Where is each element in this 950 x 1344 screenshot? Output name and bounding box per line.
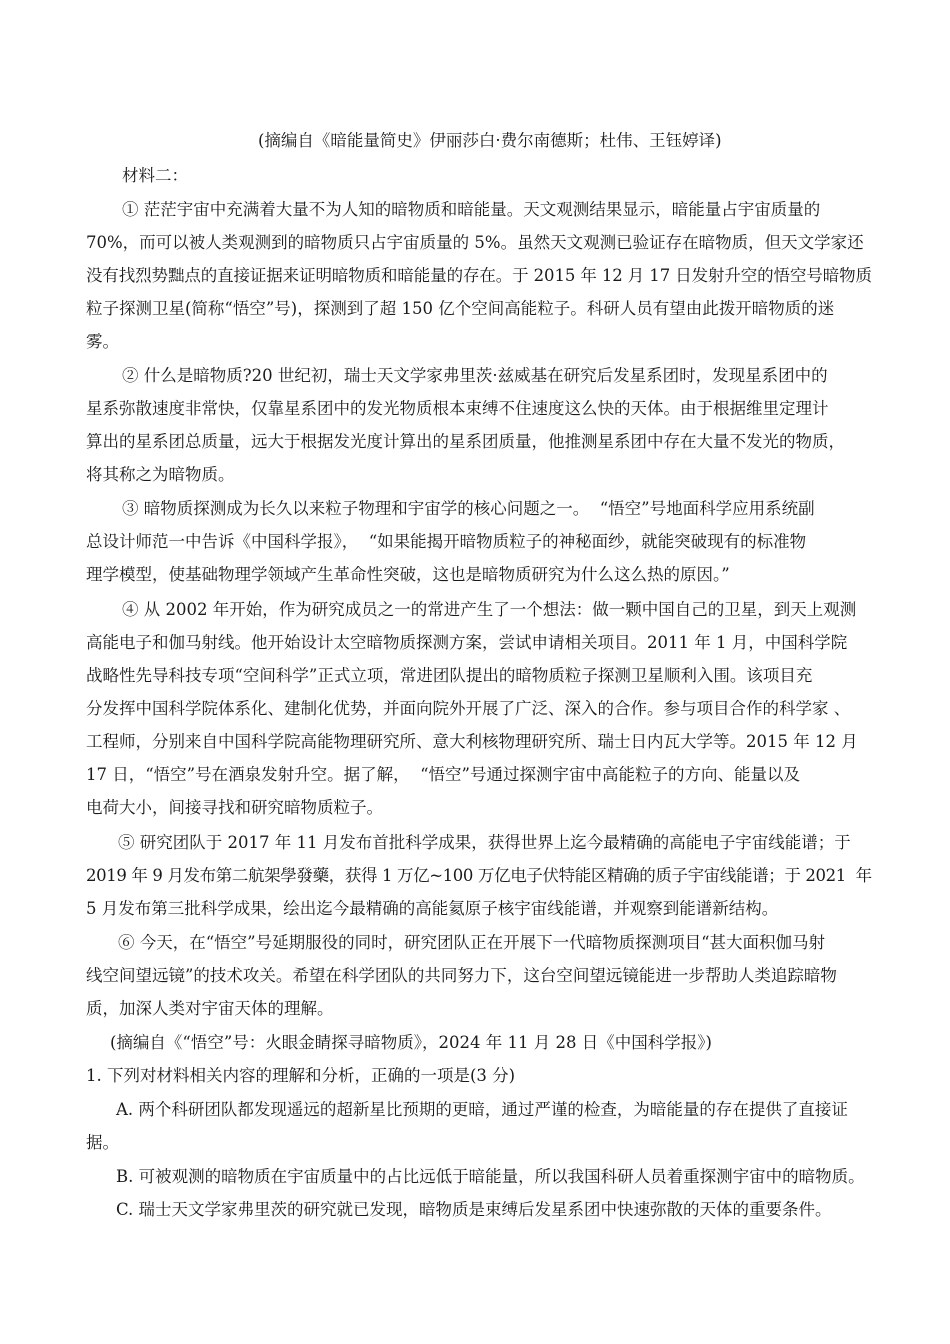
paragraph-line: 线空间望远镜”的技术攻关。希望在科学团队的共同努力下，这台空间望远镜能进一步帮助人类追踪暗物 bbox=[86, 966, 837, 985]
source-citation-2: (摘编自《“悟空”号：火眼金睛探寻暗物质》，2024 年 11 月 28 日《中国科学报》) bbox=[110, 1033, 712, 1052]
option-b: B. 可被观测的暗物质在宇宙质量中的占比远低于暗能量，所以我国科研人员着重探测宇宙中的暗物质。 bbox=[116, 1167, 865, 1186]
paragraph-line: 理学模型，使基础物理学领域产生革命性突破，这也是暗物质研究为什么这么热的原因。” bbox=[86, 565, 730, 584]
paragraph-line: ③ 暗物质探测成为长久以来粒子物理和宇宙学的核心问题之一。 “悟空”号地面科学应用系统副 bbox=[122, 499, 815, 518]
paragraph-line: 电荷大小，间接寻找和研究暗物质粒子。 bbox=[86, 798, 383, 817]
paragraph-line: 总设计师范一中告诉《中国科学报》， “如果能揭开暗物质粒子的神秘面纱，就能突破现有的标准物 bbox=[86, 532, 807, 551]
paragraph-line: 5 月发布第三批科学成果，绘出迄今最精确的高能氦原子核宇宙线能谱，并观察到能谱新结构。 bbox=[86, 899, 779, 918]
paragraph-line: 17 日，“悟空”号在酒泉发射升空。据了解， “悟空”号通过探测宇宙中高能粒子的方向、能量以及 bbox=[86, 765, 800, 784]
option-c: C. 瑞士天文学家弗里茨的研究就已发现，暗物质是束缚后发星系团中快速弥散的天体的重要条件。 bbox=[116, 1200, 832, 1219]
paragraph-line: ⑤ 研究团队于 2017 年 11 月发布首批科学成果，获得世界上迄今最精确的高能电子宇宙线能谱；于 bbox=[118, 833, 851, 852]
paragraph-line: 质，加深人类对宇宙天体的理解。 bbox=[86, 999, 334, 1018]
paragraph-line: ⑥ 今天，在“悟空”号延期服役的同时，研究团队正在开展下一代暗物质探测项目“甚大面积伽马射 bbox=[118, 933, 826, 952]
question-stem: 1. 下列对材料相关内容的理解和分析，正确的一项是(3 分) bbox=[86, 1066, 516, 1085]
paragraph-line: 星系弥散速度非常快，仅靠星系团中的发光物质根本束缚不住速度这么快的天体。由于根据维里定理计 bbox=[86, 399, 829, 418]
paragraph-line: 粒子探测卫星(简称“悟空”号)，探测到了超 150 亿个空间高能粒子。科研人员有望由此拨开暗物质的迷 bbox=[86, 299, 835, 318]
paragraph-line: 高能电子和伽马射线。他开始设计太空暗物质探测方案，尝试申请相关项目。2011 年 1 月，中国科学院 bbox=[86, 633, 848, 652]
paragraph-line: 将其称之为暗物质。 bbox=[86, 465, 235, 484]
option-a-line: A. 两个科研团队都发现遥远的超新星比预期的更暗，通过严谨的检查，为暗能量的存在提供了直接证 bbox=[116, 1100, 848, 1119]
paragraph-line: 工程师，分别来自中国科学院高能物理研究所、意大利核物理研究所、瑞士日内瓦大学等。2015 年 12 月 bbox=[86, 732, 858, 751]
source-citation-1: (摘编自《暗能量简史》伊丽莎白·费尔南德斯；杜伟、王钰婷译) bbox=[258, 131, 722, 150]
paragraph-line: 战略性先导科技专项“空间科学”正式立项，常进团队提出的暗物质粒子探测卫星顺利入围。该项目充 bbox=[86, 666, 813, 685]
paragraph-line: 没有找烈势黜点的直接证据来证明暗物质和暗能量的存在。于 2015 年 12 月 17 日发射升空的悟空号暗物质 bbox=[86, 266, 872, 285]
paragraph-line: 分发挥中国科学院体系化、建制化优势，并面向院外开展了广泛、深入的合作。参与项目合作的科学家 、 bbox=[86, 699, 851, 718]
paragraph-line: 雾。 bbox=[86, 332, 119, 351]
option-a-line: 据。 bbox=[86, 1133, 119, 1152]
paragraph-line: ② 什么是暗物质?20 世纪初，瑞士天文学家弗里茨·兹威基在研究后发星系团时，发现星系团中的 bbox=[122, 366, 828, 385]
paragraph-line: 2019 年 9 月发布第二航架學發藥，获得 1 万亿~100 万亿电子伏特能区精确的质子宇宙线能谱；于 2021 年 bbox=[86, 866, 872, 885]
paragraph-line: 算出的星系团总质量，远大于根据发光度计算出的星系团质量，他推测星系团中存在大量不发光的物质， bbox=[86, 432, 845, 451]
material-heading: 材料二： bbox=[122, 166, 188, 185]
paragraph-line: ① 茫茫宇宙中充满着大量不为人知的暗物质和暗能量。天文观测结果显示，暗能量占宇宙质量的 bbox=[122, 200, 821, 219]
paragraph-line: ④ 从 2002 年开始，作为研究成员之一的常进产生了一个想法：做一颗中国自己的卫星，到天上观测 bbox=[122, 600, 857, 619]
paragraph-line: 70%，而可以被人类观测到的暗物质只占宇宙质量的 5%。虽然天文观测已验证存在暗物质，但天文学家还 bbox=[86, 233, 864, 252]
